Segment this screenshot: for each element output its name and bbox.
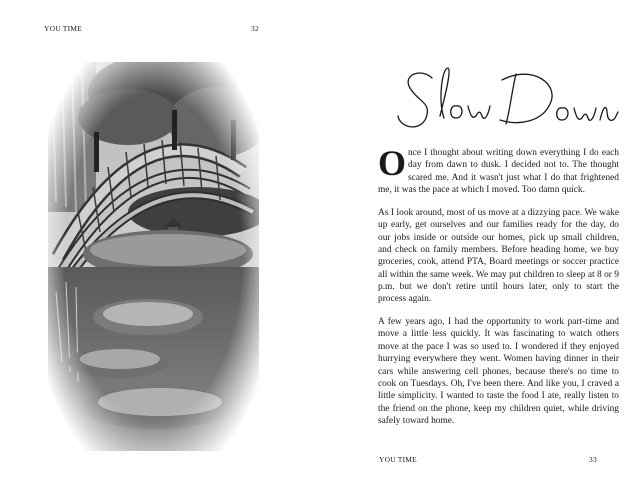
right-page <box>320 0 640 495</box>
paragraph-1 <box>378 143 619 196</box>
arched-bridge-garden-illustration-icon <box>48 62 259 451</box>
paragraph-3: A few years ago, I had the opportunity to work part-time and move a little less quickly. It was fascinating to watch others move at the pace I was so used to. I wondered if they enjoyed hurrying everywhere they went. Women having dinner in their cars while answering cell phones, because there's no time to cook on Tuesdays. Oh, I've been there. And like you, I craved a little simplicity. I wanted to taste the food I ate, really listen to the friend on the phone, keep my children quiet, while driving safely toward home. <box>378 317 619 426</box>
paragraph-2: As I look around, most of us move at a dizzying pace. We wake up early, get ourselves and our families ready for the day, do our jobs inside or outside our homes, pick up small children, and check on family members. Before heading home, we buy groceries, cook, attend PTA, Board meetings or soccer practice all within the same week. We may put children to sleep at 8 or 9 p.m. but we don't retire until hours later, only to start the process again. <box>378 207 619 305</box>
page-number: 32 <box>251 24 259 33</box>
page-number: 33 <box>589 455 597 464</box>
running-foot: YOU TIME <box>379 455 417 464</box>
running-head: YOU TIME <box>44 24 82 33</box>
drop-cap: O <box>378 143 407 183</box>
paragraph-1-text: nce I thought about writing down everything I do each day from dawn to dusk. I decided not to. The thought scared me. And it wasn't just what I do that frightened me, it was the pace at which I moved. Too damn quick. <box>378 148 619 196</box>
chapter-body <box>378 143 619 438</box>
chapter-title-script <box>392 60 622 138</box>
